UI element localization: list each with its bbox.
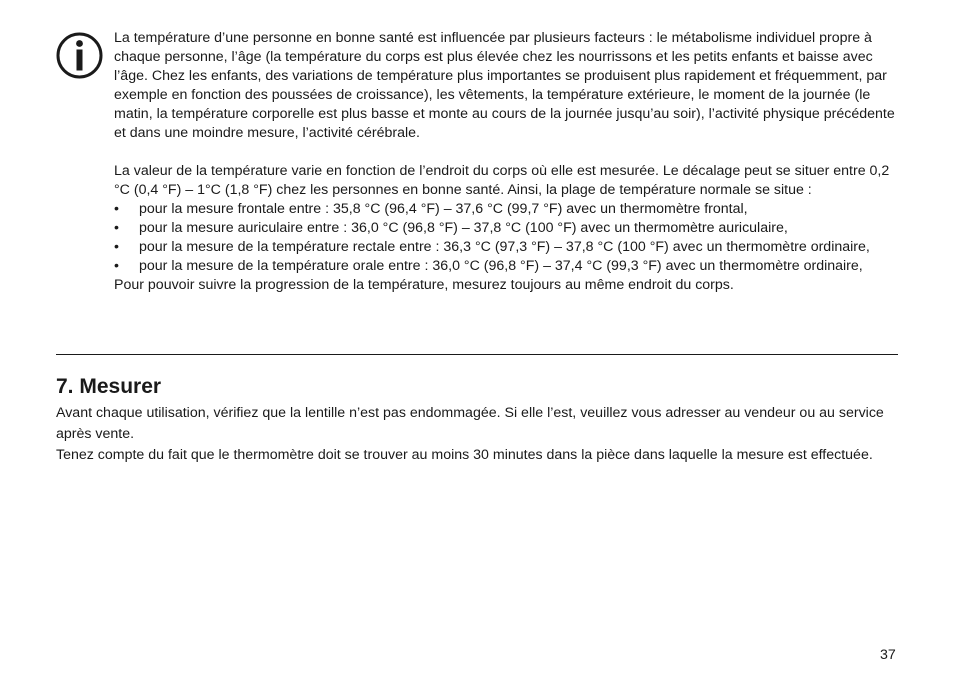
list-item-text: pour la mesure auriculaire entre : 36,0 °C (96,8 °F) – 37,8 °C (100 °F) avec un thermomètre auriculaire, — [139, 220, 788, 236]
info-closing: Pour pouvoir suivre la progression de la température, mesurez toujours au même endroit du corps. — [114, 277, 734, 293]
list-item — [114, 200, 904, 219]
info-note — [114, 29, 904, 295]
paragraph-spacer — [114, 143, 904, 162]
list-item-text: pour la mesure de la température rectale entre : 36,3 °C (97,3 °F) – 37,8 °C (100 °F) avec un thermomètre ordinaire, — [139, 239, 870, 255]
section-paragraph-2: Tenez compte du fait que le thermomètre doit se trouver au moins 30 minutes dans la pièce dans laquelle la mesure est effectuée. — [56, 447, 873, 463]
list-item — [114, 238, 904, 257]
bullet: • — [114, 258, 119, 274]
section-divider — [56, 354, 898, 355]
bullet: • — [114, 201, 119, 217]
section-body — [56, 403, 902, 466]
section-title: 7. Mesurer — [56, 375, 162, 398]
list-item — [114, 257, 904, 276]
info-paragraph-1: La température d’une personne en bonne santé est influencée par plusieurs facteurs : le métabolisme individuel propre à chaque personne, l’âge (la température du corps est plus élevée chez les nourrissons et les petits enfants et baisse avec l’âge. Chez les enfants, des variations de température plus importantes se produisent plus rapidement et fréquemment, par exemple en fonction des poussées de croissance), les vêtements, la température extérieure, le moment de la journée (le matin, la température corporelle est plus basse et monte au cours de la journée jusqu’au soir), l’activité physique précédente et dans une moindre mesure, l’activité cérébrale. — [114, 30, 895, 141]
info-paragraph-2: La valeur de la température varie en fonction de l’endroit du corps où elle est mesurée. Le décalage peut se situer entre 0,2 °C (0,4 °F) – 1°C (1,8 °F) chez les personnes en bonne santé. Ainsi, la plage de température normale se situe : — [114, 163, 890, 198]
list-item — [114, 219, 904, 238]
list-item-text: pour la mesure frontale entre : 35,8 °C (96,4 °F) – 37,6 °C (99,7 °F) avec un thermomètre frontal, — [139, 201, 748, 217]
bullet: • — [114, 220, 119, 236]
info-icon — [56, 32, 103, 79]
bullet: • — [114, 239, 119, 255]
temperature-range-list — [114, 200, 904, 276]
section-paragraph-1: Avant chaque utilisation, vérifiez que la lentille n’est pas endommagée. Si elle l’est, veuillez vous adresser au vendeur ou au service après vente. — [56, 405, 884, 442]
list-item-text: pour la mesure de la température orale entre : 36,0 °C (96,8 °F) – 37,4 °C (99,3 °F) avec un thermomètre ordinaire, — [139, 258, 863, 274]
page-number: 37 — [880, 647, 896, 663]
